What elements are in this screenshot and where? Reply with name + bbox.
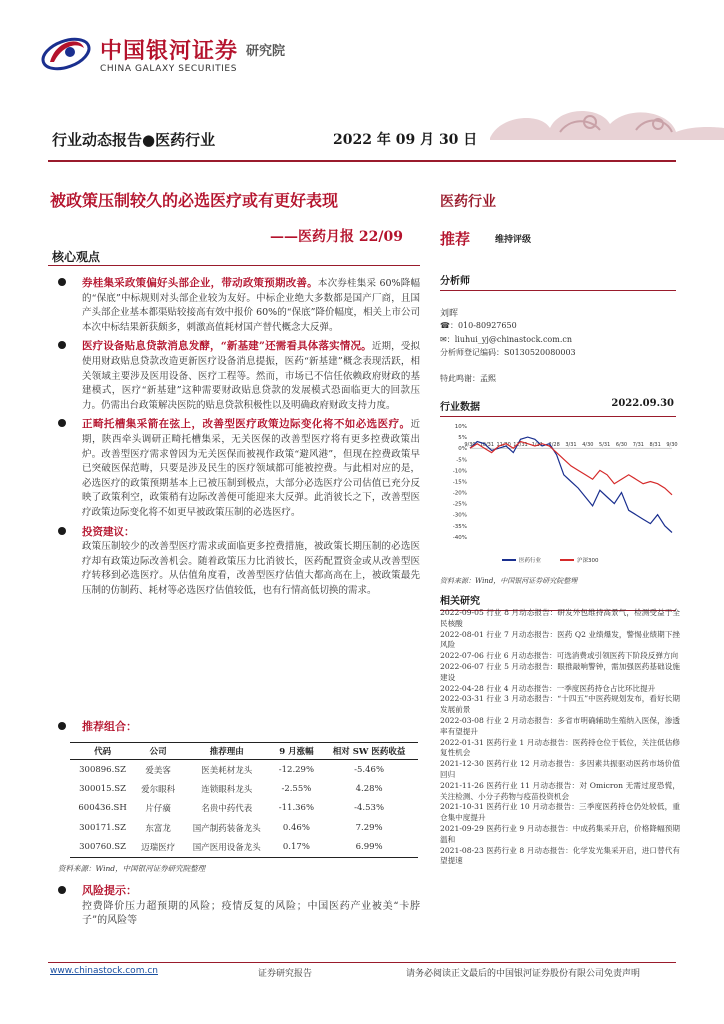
logo-chinese-name: 中国银河证券: [100, 39, 239, 64]
legend-label: 沪深300: [577, 558, 599, 564]
company-logo: [40, 30, 286, 80]
logo-english-name: CHINA GALAXY SECURITIES: [100, 64, 238, 74]
risk-section: [58, 884, 420, 933]
disclaimer-note: 请务必阅读正文最后的中国银河证券股份有限公司免责声明: [406, 969, 641, 979]
x-tick-label: 8/31: [649, 442, 661, 449]
x-tick-label: 4/30: [582, 442, 594, 449]
galaxy-logo-icon: [40, 32, 92, 76]
logo-institute: 研究院: [246, 44, 286, 59]
bullet-dot-icon: [58, 886, 66, 894]
y-tick-label: -40%: [452, 534, 467, 541]
cell-company: 片仔癀: [145, 804, 171, 815]
x-tick-label: 10/31: [479, 442, 495, 449]
related-research-item[interactable]: 2022-08-01 行业 7 月动态报告：医药 Q2 业绩爆发，警惕业绩期下挫风险: [440, 629, 680, 650]
col-header: 代码: [70, 743, 135, 760]
cell-change: 0.17%: [273, 838, 321, 858]
x-tick-label: 6/30: [615, 442, 628, 449]
investment-advice-title: 投资建议：: [82, 525, 135, 538]
core-view-item: [58, 525, 420, 599]
table-row: [70, 799, 418, 819]
report-subtitle: ——医药月报 22/09: [270, 229, 403, 245]
x-tick-label: 7/31: [632, 442, 644, 449]
industry-performance-chart: [440, 420, 676, 570]
y-tick-label: 0%: [458, 446, 467, 453]
core-view-body: 近期，受拟使用财政贴息贷款改造更新医疗设备消息提振，医药“新基建”概念表现活跃，相关领域主要涉及医用设备、医疗工程等。然而，市场已不信任依赖政府财政的基建模式，医疗“新基建”这种需要财政贴息贷款的发展模式恐面临更大的回款压力。仍需出台政策解决医院的贴息贷款积极性以及明确政府财政支持力度。: [82, 341, 420, 411]
y-tick-label: -35%: [452, 523, 467, 530]
cell-relative: 6.99%: [320, 838, 418, 858]
cell-change: 0.46%: [282, 822, 310, 833]
bullet-dot-icon: [58, 527, 66, 535]
related-research-item[interactable]: 2021-09-29 医药行业 9 月动态报告：中成药集采开启，价格降幅预期温和: [440, 823, 680, 844]
analyst-phone: ☎：010-80927650: [440, 321, 517, 330]
report-title: 被政策压制较久的必选医疗或有更好表现: [50, 191, 339, 210]
core-view-body: 政策压制较少的改善型医疗需求或面临更多控费措施，被政策长期压制的必选医疗却有政策边际改善机会。随着政策压力比消彼长，医药配置资金或从改善型医疗转移到必选医疗。从估值角度看，改善型医疗估值大都高高在上，被政策最先压制的仿制药、耗材等必选医疗估值较低，也有行情高低切换的需求。: [82, 541, 420, 596]
cell-code: 300760.SZ: [70, 838, 135, 858]
risk-item: [58, 884, 420, 929]
core-view-item: [58, 339, 420, 413]
cell-code: 300171.SZ: [79, 822, 127, 833]
risk-title: 风险提示：: [82, 884, 137, 897]
analyst-heading: 分析师: [440, 272, 676, 291]
core-view-item: [58, 417, 420, 520]
x-tick-label: 9/30: [464, 442, 476, 449]
cell-relative: -5.46%: [354, 764, 385, 775]
related-research-item[interactable]: 2022-04-28 行业 4 月动态报告：一季度医药持仓占比环比提升: [440, 683, 656, 693]
cell-code: 300015.SZ: [79, 783, 127, 794]
cell-relative: 7.29%: [355, 822, 383, 833]
chart-source: 资料来源：Wind，中国银河证券研究院整理: [440, 577, 578, 585]
y-tick-label: -15%: [452, 479, 467, 486]
core-view-lead: 券桂集采政策偏好头部企业，带动政策预期改善。: [82, 277, 318, 289]
report-type: 行业动态报告●医药行业: [52, 131, 216, 149]
core-view-body: 本次券桂集采 60%降幅的“保底”中标规则对头部企业较为友好。中标企业绝大多数都是国产厂商，且国产头部企业基本都渠贴较接高有效中报价 60%的“保底”降价幅度，相关上市公司本次中标结果新获颇多，刺激高值耗材国产替代概念大反弹。: [82, 278, 421, 333]
col-header: 公司: [135, 743, 181, 760]
related-research-item[interactable]: 2021-10-31 医药行业 10 月动态报告：三季度医药持仓仍处较低，重仓集中度提升: [440, 802, 680, 823]
related-research-item[interactable]: 2021-11-26 医药行业 11 月动态报告：对 Omicron 无需过度恐慌，关注检测、小分子药物与疫苗投资机会: [440, 780, 680, 801]
analyst-name: 刘晖: [440, 309, 459, 319]
cell-reason: 医美耗材龙头: [201, 765, 253, 776]
bullet-dot-icon: [58, 341, 66, 349]
cell-company: 爱尔眼科: [141, 784, 176, 795]
risk-body: 控费降价压力超预期的风险；疫情反复的风险；中国医药产业被美“卡脖子”的风险等: [82, 900, 420, 927]
cell-code: 300896.SZ: [79, 764, 127, 775]
x-tick-label: 5/31: [599, 442, 611, 449]
core-view-item: [58, 276, 420, 335]
portfolio-source: 资料来源：Wind，中国银河证券研究院整理: [58, 864, 206, 873]
cell-change: -12.29%: [278, 764, 315, 775]
y-tick-label: 10%: [454, 424, 467, 430]
y-tick-label: -10%: [452, 468, 467, 475]
bullet-dot-icon: [58, 278, 66, 286]
footer-divider: [48, 962, 676, 963]
analyst-registration: 分析师登记编码：S0130520080003: [440, 348, 576, 357]
industry-data-date: 2022.09.30: [611, 398, 674, 409]
series-line: [470, 437, 672, 532]
legend-label: 医药行业: [519, 558, 542, 564]
related-research-item[interactable]: 2022-01-31 医药行业 1 月动态报告：医药持仓位于低位，关注低估修复性机会: [440, 737, 680, 758]
core-views-rule: [48, 265, 420, 266]
portfolio-heading: [58, 720, 420, 740]
related-research-item[interactable]: 2021-08-23 医药行业 8 月动态报告：化学发光集采开启，进口替代有望提速: [440, 845, 680, 866]
core-view-lead: 医疗设备贴息贷款消息发酵，“新基建”还需看具体落实情况。: [82, 340, 372, 353]
y-tick-label: -25%: [452, 501, 467, 508]
x-tick-label: 1/31: [531, 442, 543, 449]
industry-rating: 推荐: [440, 230, 471, 248]
related-research-item[interactable]: 2022-07-06 行业 6 月动态报告：可选消费或引领医药下阶段反弹方向: [440, 651, 679, 661]
title-band: [0, 120, 724, 160]
bullet-dot-icon: [58, 722, 66, 730]
y-tick-label: -20%: [452, 490, 467, 497]
x-tick-label: 12/31: [513, 442, 528, 449]
series-line: [470, 442, 672, 495]
industry-data-heading: [440, 398, 676, 417]
related-research-item[interactable]: 2022-03-08 行业 2 月动态报告：多省市明确辅助生殖纳入医保，渗透率有望提升: [440, 715, 680, 736]
cell-reason: 国产医用设备龙头: [181, 838, 273, 858]
industry-data-title: 行业数据: [440, 402, 480, 413]
cell-company: 东富龙: [145, 823, 171, 834]
cell-company: 迈瑞医疗: [135, 838, 181, 858]
x-tick-label: 3/31: [565, 442, 577, 449]
portfolio-title-row: [58, 720, 420, 736]
related-research-item[interactable]: 2021-12-30 医药行业 12 月动态报告：多因素共振驱动医药市场价值回归: [440, 759, 680, 779]
col-header: 相对 SW 医药收益: [320, 743, 418, 760]
cell-relative: 4.28%: [355, 783, 383, 794]
y-tick-label: -30%: [452, 512, 467, 519]
table-row: [70, 838, 418, 858]
industry-name: 医药行业: [440, 194, 496, 210]
core-views-heading: 核心观点: [52, 250, 101, 264]
analyst-email: ✉：liuhui_yj@chinastock.com.cn: [440, 335, 573, 344]
acknowledgement: 特此鸣谢：孟熙: [440, 374, 496, 383]
col-header: 推荐理由: [181, 743, 273, 760]
cell-change: -2.55%: [281, 783, 312, 794]
table-row: [70, 779, 418, 799]
rating-note: 维持评级: [495, 235, 532, 245]
table-row: [70, 818, 418, 838]
cell-code: 600436.SH: [78, 803, 127, 814]
bullet-dot-icon: [58, 419, 66, 427]
footer-doc-type: 证券研究报告: [258, 969, 313, 979]
portfolio-table: [70, 742, 418, 858]
website-link[interactable]: www.chinastock.com.cn: [50, 966, 158, 976]
cell-company: 爱美客: [145, 765, 171, 776]
core-views-list: [58, 276, 420, 602]
y-tick-label: -5%: [456, 457, 467, 464]
cell-reason: 连锁眼科龙头: [201, 784, 253, 795]
y-tick-label: 5%: [458, 435, 467, 442]
x-tick-label: 11/30: [496, 442, 511, 449]
core-view-body: 近期，陕西牵头调研正畸托槽集采，无关医保的改善型医疗将有更多控费政策出炉。改善型医疗需求曾因为无关医保而被视作政策“避风港”，但现在控费政策早已突破医保范畴，只要是涉及民生的医疗领域都可能被控费。与此相对应的是，必选医疗的政策预期基本上已被压制到极点，大部分必选医疗公司估值已充分反映了政策利空，政策稍有边际改善便可能迎来大反弹。此消彼长之下，改善型医疗政策边际变化将不如更早被政策压制的必选医疗。: [82, 419, 420, 518]
portfolio-title: 推荐组合：: [82, 720, 137, 733]
core-view-lead: 正畸托槽集采箭在弦上，改善型医疗政策边际变化将不如必选医疗。: [82, 418, 411, 431]
col-header: 9 月涨幅: [273, 743, 321, 760]
header-divider: [48, 160, 676, 162]
table-header-row: [70, 743, 418, 760]
related-research-item[interactable]: 2022-06-07 行业 5 月动态报告：眼推敲响警钟，需加强医药基础设施建设: [440, 661, 680, 682]
x-tick-label: 2/28: [548, 442, 560, 449]
related-research-item[interactable]: 2022-03-31 行业 3 月动态报告：“十四五”中医药规划发布，看好长期发展前景: [440, 694, 680, 715]
report-header: [0, 0, 724, 160]
cell-change: -11.36%: [278, 803, 315, 814]
related-research-heading: 相关研究: [440, 592, 676, 611]
related-research-item[interactable]: 2022-09-05 行业 8 月动态报告：研发外包维持高景气，检测受益于全民核酸: [440, 608, 680, 628]
cell-reason: 国产制药装备龙头: [192, 823, 261, 834]
cell-reason: 名贵中药代表: [201, 804, 253, 815]
cell-relative: -4.53%: [354, 803, 385, 814]
x-tick-label: 9/30: [666, 442, 678, 449]
report-date: 2022 年 09 月 30 日: [333, 132, 478, 148]
related-research-list: [440, 608, 680, 867]
table-row: [70, 760, 418, 780]
